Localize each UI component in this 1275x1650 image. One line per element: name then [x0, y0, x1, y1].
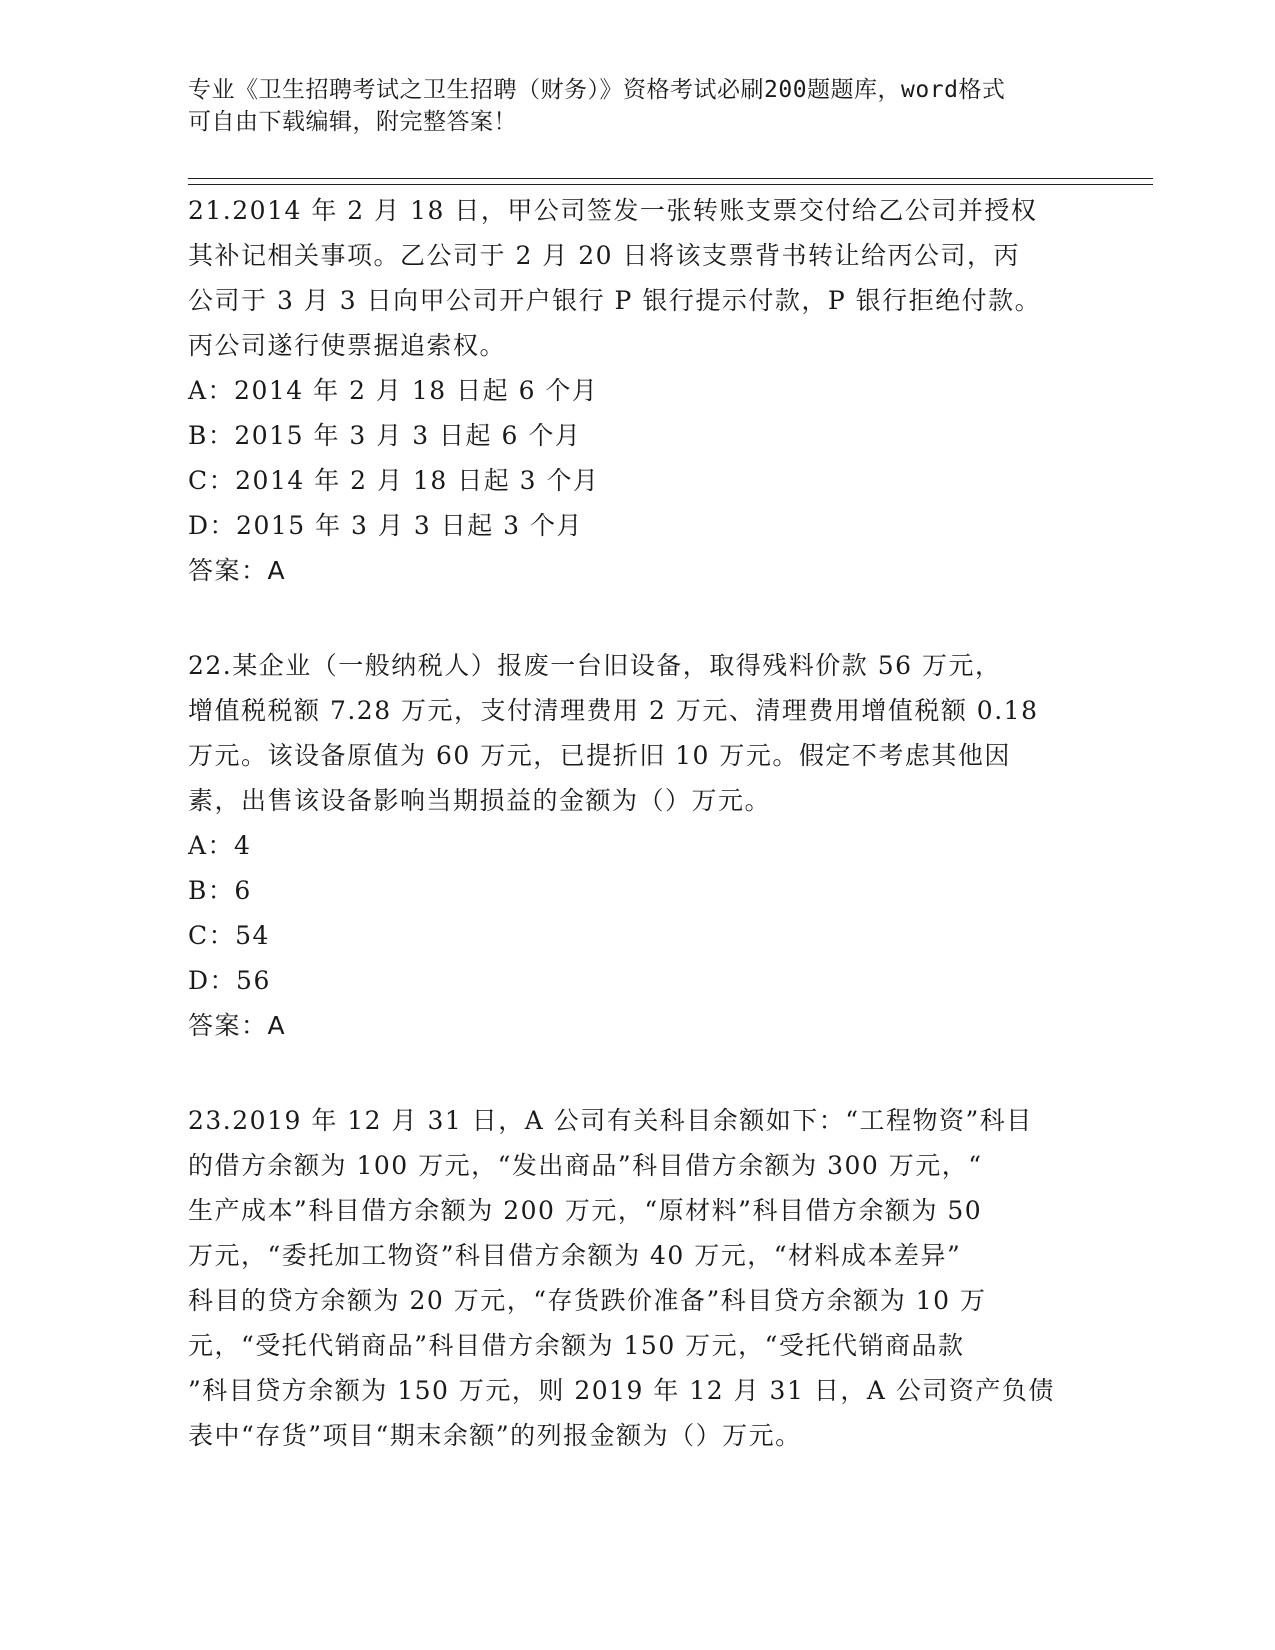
option-d: D：2015 年 3 月 3 日起 3 个月 — [188, 511, 584, 540]
answer-label: 答案：A — [188, 1011, 287, 1040]
question-text-line: 生产成本”科目借方余额为 200 万元，“原材料”科目借方余额为 50 — [188, 1196, 983, 1225]
option-b: B：2015 年 3 月 3 日起 6 个月 — [188, 421, 582, 450]
question-23 — [188, 1098, 1078, 1458]
question-text-line: 22.某企业（一般纳税人）报废一台旧设备，取得残料价款 56 万元， — [188, 651, 1002, 680]
option-b: B：6 — [188, 876, 252, 905]
question-22 — [188, 643, 1078, 1048]
question-text-line: 科目的贷方余额为 20 万元，“存货跌价准备”科目贷方余额为 10 万 — [188, 1286, 987, 1315]
document-header — [188, 74, 1068, 138]
question-21 — [188, 188, 1078, 593]
question-text-line: 21.2014 年 2 月 18 日，甲公司签发一张转账支票交付给乙公司并授权 — [188, 196, 1038, 225]
header-line-2: 可自由下载编辑，附完整答案！ — [188, 109, 517, 135]
question-text-line: ”科目贷方余额为 150 万元，则 2019 年 12 月 31 日，A 公司资产负债 — [188, 1376, 1055, 1405]
option-a: A：2014 年 2 月 18 日起 6 个月 — [188, 376, 599, 405]
option-d: D：56 — [188, 966, 271, 995]
option-c: C：2014 年 2 月 18 日起 3 个月 — [188, 466, 600, 495]
header-line-1: 专业《卫生招聘考试之卫生招聘（财务）》资格考试必刷200题题库，word格式 — [188, 77, 1006, 103]
question-text-line: 公司于 3 月 3 日向甲公司开户银行 P 银行提示付款，P 银行拒绝付款。 — [188, 286, 1042, 315]
question-text-line: 增值税税额 7.28 万元，支付清理费用 2 万元、清理费用增值税额 0.18 — [188, 696, 1039, 725]
question-text-line: 万元。该设备原值为 60 万元，已提折旧 10 万元。假定不考虑其他因 — [188, 741, 1011, 770]
question-text-line: 素，出售该设备影响当期损益的金额为（）万元。 — [188, 786, 772, 815]
header-divider-bottom — [188, 184, 1153, 185]
question-text-line: 23.2019 年 12 月 31 日，A 公司有关科目余额如下：“工程物资”科目 — [188, 1106, 1033, 1135]
question-text-line: 丙公司遂行使票据追索权。 — [188, 331, 507, 360]
answer-label: 答案：A — [188, 556, 287, 585]
question-text-line: 万元，“委托加工物资”科目借方余额为 40 万元，“材料成本差异” — [188, 1241, 962, 1270]
option-a: A：4 — [188, 831, 252, 860]
question-text-line: 表中“存货”项目“期末余额”的列报金额为（）万元。 — [188, 1421, 802, 1450]
question-text-line: 元，“受托代销商品”科目借方余额为 150 万元，“受托代销商品款 — [188, 1331, 965, 1360]
question-text-line: 其补记相关事项。乙公司于 2 月 20 日将该支票背书转让给丙公司，丙 — [188, 241, 1021, 270]
option-c: C：54 — [188, 921, 270, 950]
header-divider-top — [188, 178, 1153, 179]
question-text-line: 的借方余额为 100 万元，“发出商品”科目借方余额为 300 万元，“ — [188, 1151, 983, 1180]
